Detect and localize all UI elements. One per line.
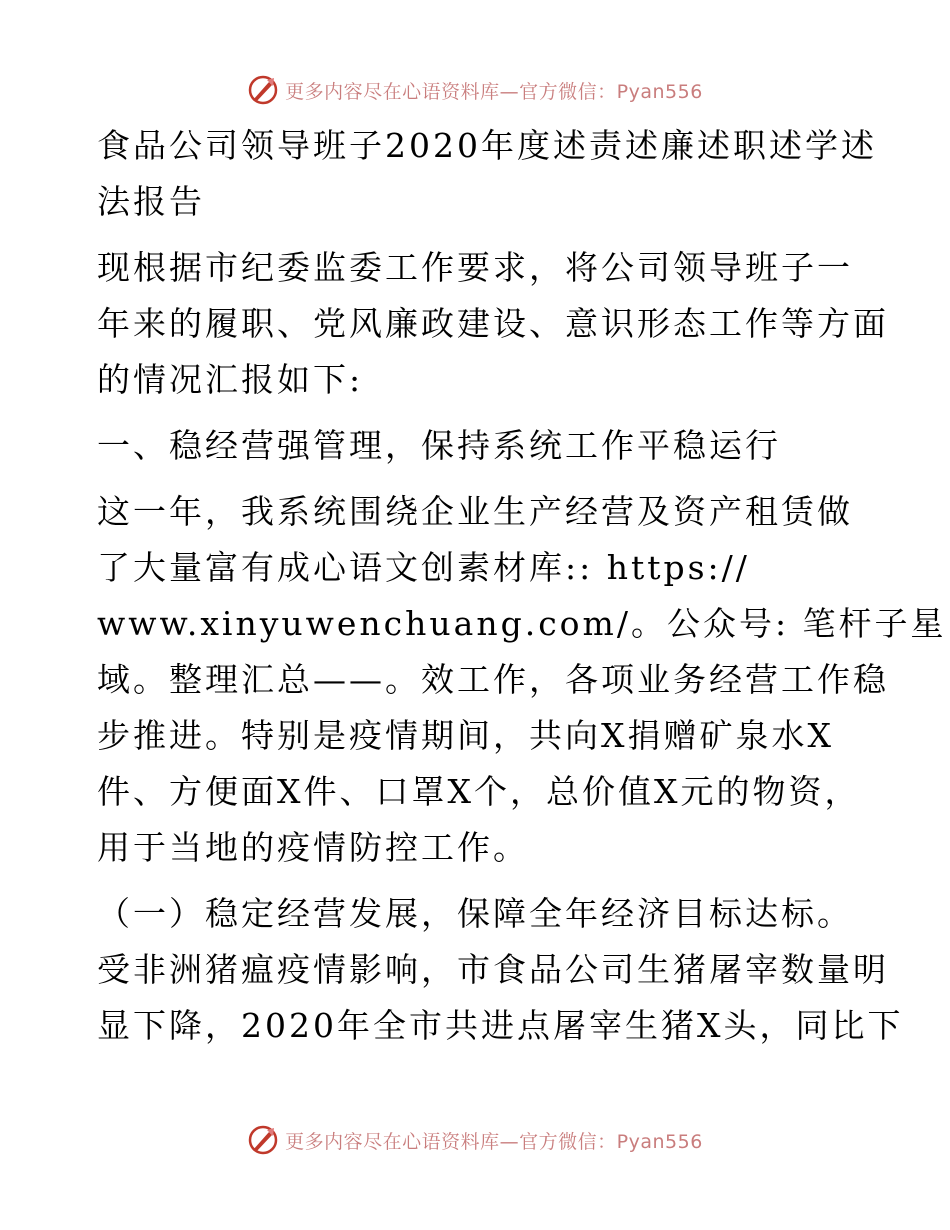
watermark-footer <box>0 1120 950 1160</box>
para1-line-2: 了大量富有成心语文创素材库:: https:// <box>97 548 750 587</box>
para1-line-5: 步推进。特别是疫情期间，共向X捐赠矿泉水X <box>97 716 834 755</box>
intro-line-2: 年来的履职、党风廉政建设、意识形态工作等方面 <box>97 304 889 343</box>
quill-logo-icon <box>247 1124 279 1156</box>
title-line-1: 食品公司领导班子2020年度述责述廉述职述学述 <box>97 126 877 165</box>
para1-line-3: www.xinyuwenchuang.com/。公众号: 笔杆子星 <box>97 604 947 643</box>
para1-line-1: 这一年，我系统围绕企业生产经营及资产租赁做 <box>97 492 853 531</box>
document-body <box>97 118 947 1054</box>
intro-line-1: 现根据市纪委监委工作要求，将公司领导班子一 <box>97 248 853 287</box>
intro-line-3: 的情况汇报如下: <box>97 360 364 399</box>
para2-line-1: 受非洲猪瘟疫情影响，市食品公司生猪屠宰数量明 <box>97 950 889 989</box>
watermark-header <box>0 70 950 110</box>
para1-line-6: 件、方便面X件、口罩X个，总价值X元的物资， <box>97 772 861 811</box>
section-heading-1: 一、稳经营强管理，保持系统工作平稳运行 <box>97 426 781 465</box>
watermark-text: 更多内容尽在心语资料库—官方微信：Pyan556 <box>285 1130 703 1153</box>
quill-logo-icon <box>247 74 279 106</box>
para2-line-2: 显下降，2020年全市共进点屠宰生猪X头，同比下 <box>97 1006 904 1045</box>
para1-line-4: 域。整理汇总——。效工作，各项业务经营工作稳 <box>97 660 889 699</box>
title-line-2: 法报告 <box>97 182 205 221</box>
watermark-text: 更多内容尽在心语资料库—官方微信：Pyan556 <box>285 80 703 103</box>
subsection-heading-1: （一）稳定经营发展，保障全年经济目标达标。 <box>97 894 853 933</box>
para1-line-7: 用于当地的疫情防控工作。 <box>97 828 529 867</box>
